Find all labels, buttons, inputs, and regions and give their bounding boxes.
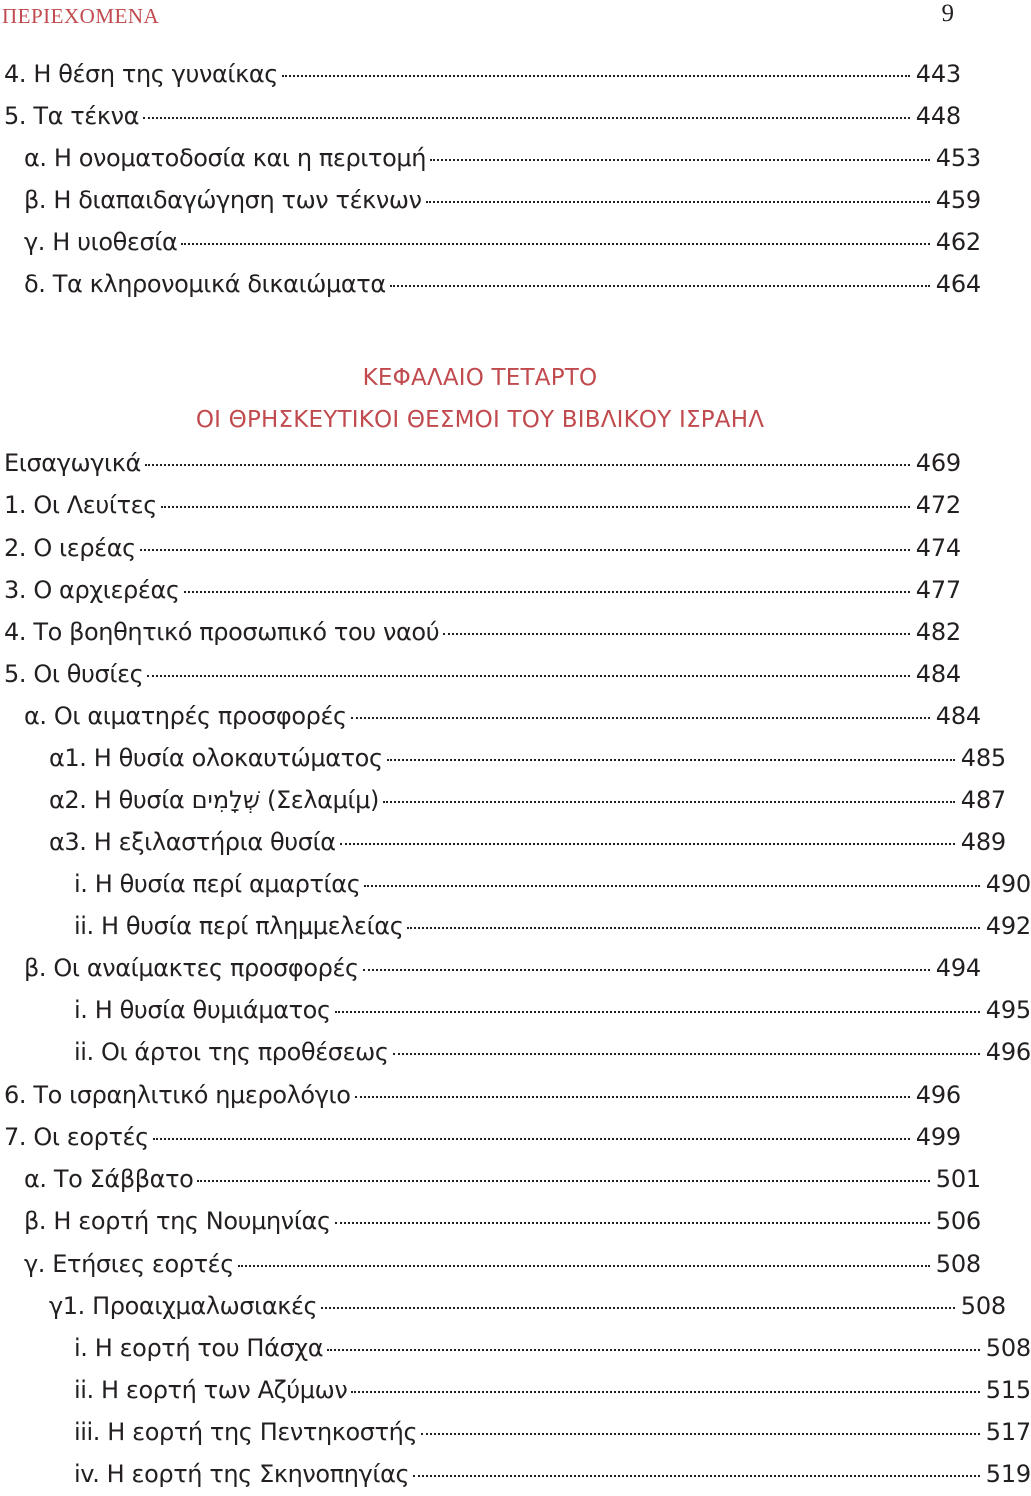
toc-entry-page: 489 bbox=[960, 828, 1006, 856]
toc-entry[interactable] bbox=[0, 1161, 981, 1197]
dot-leader bbox=[145, 461, 910, 466]
dot-leader bbox=[321, 1304, 955, 1309]
running-head bbox=[0, 0, 960, 34]
toc-entry[interactable] bbox=[0, 824, 1006, 860]
toc-entry-label: β. Η διαπαιδαγώγηση των τέκνων bbox=[24, 186, 422, 214]
toc-entry-page: 487 bbox=[960, 786, 1006, 814]
toc-entry[interactable] bbox=[0, 266, 981, 302]
toc-entry[interactable] bbox=[0, 992, 1031, 1028]
toc-entry[interactable] bbox=[0, 1288, 1006, 1324]
toc-entry-label: β. Η εορτή της Νουμηνίας bbox=[24, 1207, 331, 1235]
toc-entry[interactable] bbox=[0, 1203, 981, 1239]
toc-entry-label: γ1. Προαιχμαλωσιακές bbox=[49, 1292, 318, 1320]
toc-entry-label: 2. Ο ιερέας bbox=[4, 534, 136, 562]
toc-entry-page: 492 bbox=[985, 912, 1031, 940]
toc-entry-page: 508 bbox=[935, 1250, 981, 1278]
toc-entry-label bbox=[49, 782, 383, 818]
dot-leader bbox=[390, 282, 930, 287]
toc-entry-label: α. Η ονοματοδοσία και η περιτομή bbox=[24, 144, 427, 172]
toc-entry-label: α. Οι αιματηρές προσφορές bbox=[24, 702, 347, 730]
dot-leader bbox=[355, 1093, 910, 1098]
dot-leader bbox=[282, 72, 910, 77]
toc-entry-label: 1. Οι Λευίτες bbox=[4, 491, 157, 519]
running-head-title: ΠΕΡΙΕΧΟΜΕΝΑ bbox=[2, 4, 160, 28]
dot-leader bbox=[161, 503, 910, 508]
hebrew-word: שְׁלָמִים bbox=[191, 786, 260, 814]
toc-entry-page: 453 bbox=[935, 144, 981, 172]
dot-leader bbox=[383, 798, 955, 803]
dot-leader bbox=[443, 630, 910, 635]
toc-entry-page: 499 bbox=[915, 1123, 961, 1151]
toc-entry-label: i. Η θυσία περί αμαρτίας bbox=[74, 870, 361, 898]
toc-entry[interactable] bbox=[0, 182, 981, 218]
toc-entry[interactable] bbox=[0, 614, 961, 650]
toc-entry[interactable] bbox=[0, 1246, 981, 1282]
label-prefix: α2. Η θυσία bbox=[49, 786, 192, 814]
dot-leader bbox=[351, 714, 930, 719]
dot-leader bbox=[181, 240, 929, 245]
toc-entry-label: 3. Ο αρχιερέας bbox=[4, 576, 180, 604]
toc-entry-page: 469 bbox=[915, 449, 961, 477]
dot-leader bbox=[340, 840, 955, 845]
toc-entry-label: ii. Η εορτή των Αζύμων bbox=[74, 1376, 348, 1404]
toc-entry-label: i. Η εορτή του Πάσχα bbox=[74, 1334, 324, 1362]
toc-entry-label: 5. Οι θυσίες bbox=[4, 660, 144, 688]
toc-entry-label: ii. Οι άρτοι της προθέσεως bbox=[74, 1038, 389, 1066]
page-number: 9 bbox=[941, 0, 954, 27]
dot-leader bbox=[335, 1219, 930, 1224]
toc-entry-page: 517 bbox=[985, 1418, 1031, 1446]
dot-leader bbox=[140, 546, 910, 551]
toc-entry[interactable] bbox=[0, 1119, 961, 1155]
toc-entry-label: 4. Η θέση της γυναίκας bbox=[4, 60, 278, 88]
toc-entry-page: 515 bbox=[985, 1376, 1031, 1404]
chapter-subheading: ΟΙ ΘΡΗΣΚΕΥΤΙΚΟΙ ΘΕΣΜΟΙ ΤΟΥ ΒΙΒΛΙΚΟΥ ΙΣΡΑΗΛ bbox=[195, 407, 765, 433]
toc-entry[interactable] bbox=[0, 1077, 961, 1113]
toc-entry-label: α. Το Σάββατο bbox=[24, 1165, 194, 1193]
dot-leader bbox=[426, 198, 930, 203]
toc-entry[interactable] bbox=[0, 1414, 1031, 1450]
toc-entry-page: 484 bbox=[915, 660, 961, 688]
dot-leader bbox=[407, 924, 979, 929]
toc-entry-page: 506 bbox=[935, 1207, 981, 1235]
dot-leader bbox=[147, 672, 909, 677]
toc-entry-page: 462 bbox=[935, 228, 981, 256]
toc-entry[interactable] bbox=[0, 866, 1031, 902]
toc-entry[interactable] bbox=[0, 782, 1006, 818]
toc-entry-page: 474 bbox=[915, 534, 961, 562]
toc-entry-page: 443 bbox=[915, 60, 961, 88]
toc-entry[interactable] bbox=[0, 487, 961, 523]
toc-entry-label: i. Η θυσία θυμιάματος bbox=[74, 996, 331, 1024]
toc-entry[interactable] bbox=[0, 656, 961, 692]
toc-entry-label: α1. Η θυσία ολοκαυτώματος bbox=[49, 744, 383, 772]
dot-leader bbox=[184, 588, 910, 593]
toc-entry[interactable] bbox=[0, 950, 981, 986]
toc-entry-label: iv. Η εορτή της Σκηνοπηγίας bbox=[74, 1460, 410, 1488]
toc-entry-page: 490 bbox=[985, 870, 1031, 898]
toc-entry[interactable] bbox=[0, 572, 961, 608]
dot-leader bbox=[413, 1472, 980, 1477]
toc-entry-label: 6. Το ισραηλιτικό ημερολόγιο bbox=[4, 1081, 351, 1109]
toc-entry[interactable] bbox=[0, 1330, 1031, 1366]
dot-leader bbox=[335, 1008, 980, 1013]
toc-entry-label: ii. Η θυσία περί πλημμελείας bbox=[74, 912, 404, 940]
toc-entry-page: 519 bbox=[985, 1460, 1031, 1488]
toc-entry[interactable] bbox=[0, 56, 961, 92]
toc-entry-label: γ. Η υιοθεσία bbox=[24, 228, 178, 256]
dot-leader bbox=[238, 1262, 930, 1267]
toc-entry-label: α3. Η εξιλαστήρια θυσία bbox=[49, 828, 336, 856]
toc-entry-label: 5. Τα τέκνα bbox=[4, 102, 140, 130]
toc-entry-page: 459 bbox=[935, 186, 981, 214]
dot-leader bbox=[351, 1388, 979, 1393]
toc-entry[interactable] bbox=[0, 530, 961, 566]
toc-entry-page: 485 bbox=[960, 744, 1006, 772]
toc-entry-page: 508 bbox=[985, 1334, 1031, 1362]
toc-entry[interactable] bbox=[0, 740, 1006, 776]
dot-leader bbox=[430, 156, 930, 161]
dot-leader bbox=[364, 882, 979, 887]
dot-leader bbox=[327, 1346, 980, 1351]
toc-entry-page: 496 bbox=[985, 1038, 1031, 1066]
toc-entry-page: 494 bbox=[935, 954, 981, 982]
toc-entry[interactable] bbox=[0, 1372, 1031, 1408]
toc-entry-page: 495 bbox=[985, 996, 1031, 1024]
dot-leader bbox=[197, 1177, 929, 1182]
toc-entry[interactable] bbox=[0, 140, 981, 176]
toc-entry[interactable] bbox=[0, 224, 981, 260]
toc-entry[interactable] bbox=[0, 698, 981, 734]
toc-entry-label: δ. Τα κληρονομικά δικαιώματα bbox=[24, 270, 386, 298]
dot-leader bbox=[387, 756, 955, 761]
toc-entry-page: 496 bbox=[915, 1081, 961, 1109]
toc-entry[interactable] bbox=[0, 445, 961, 481]
toc-entry-page: 448 bbox=[915, 102, 961, 130]
toc-entry-page: 482 bbox=[915, 618, 961, 646]
toc-entry-page: 477 bbox=[915, 576, 961, 604]
dot-leader bbox=[143, 114, 910, 119]
label-suffix: (Σελαμίμ) bbox=[259, 786, 380, 814]
dot-leader bbox=[421, 1430, 980, 1435]
toc-entry-page: 472 bbox=[915, 491, 961, 519]
toc-entry[interactable] bbox=[0, 908, 1031, 944]
toc-entry[interactable] bbox=[0, 1456, 1031, 1492]
toc-entry[interactable] bbox=[0, 1034, 1031, 1070]
chapter-heading: ΚΕΦΑΛΑΙΟ ΤΕΤΑΡΤΟ bbox=[362, 365, 598, 391]
toc-entry-label: 7. Οι εορτές bbox=[4, 1123, 149, 1151]
toc-entry-label: γ. Ετήσιες εορτές bbox=[24, 1250, 234, 1278]
toc-entry-label: 4. Το βοηθητικό προσωπικό του ναού bbox=[4, 618, 440, 646]
dot-leader bbox=[393, 1050, 980, 1055]
toc-entry-page: 464 bbox=[935, 270, 981, 298]
dot-leader bbox=[153, 1135, 910, 1140]
toc-entry[interactable] bbox=[0, 98, 961, 134]
toc-entry-label: Εισαγωγικά bbox=[4, 449, 141, 477]
toc-entry-label: β. Οι αναίμακτες προσφορές bbox=[24, 954, 359, 982]
toc-entry-label: iii. Η εορτή της Πεντηκοστής bbox=[74, 1418, 418, 1446]
toc-entry-page: 508 bbox=[960, 1292, 1006, 1320]
dot-leader bbox=[363, 966, 930, 971]
toc-entry-page: 501 bbox=[935, 1165, 981, 1193]
toc-entry-page: 484 bbox=[935, 702, 981, 730]
